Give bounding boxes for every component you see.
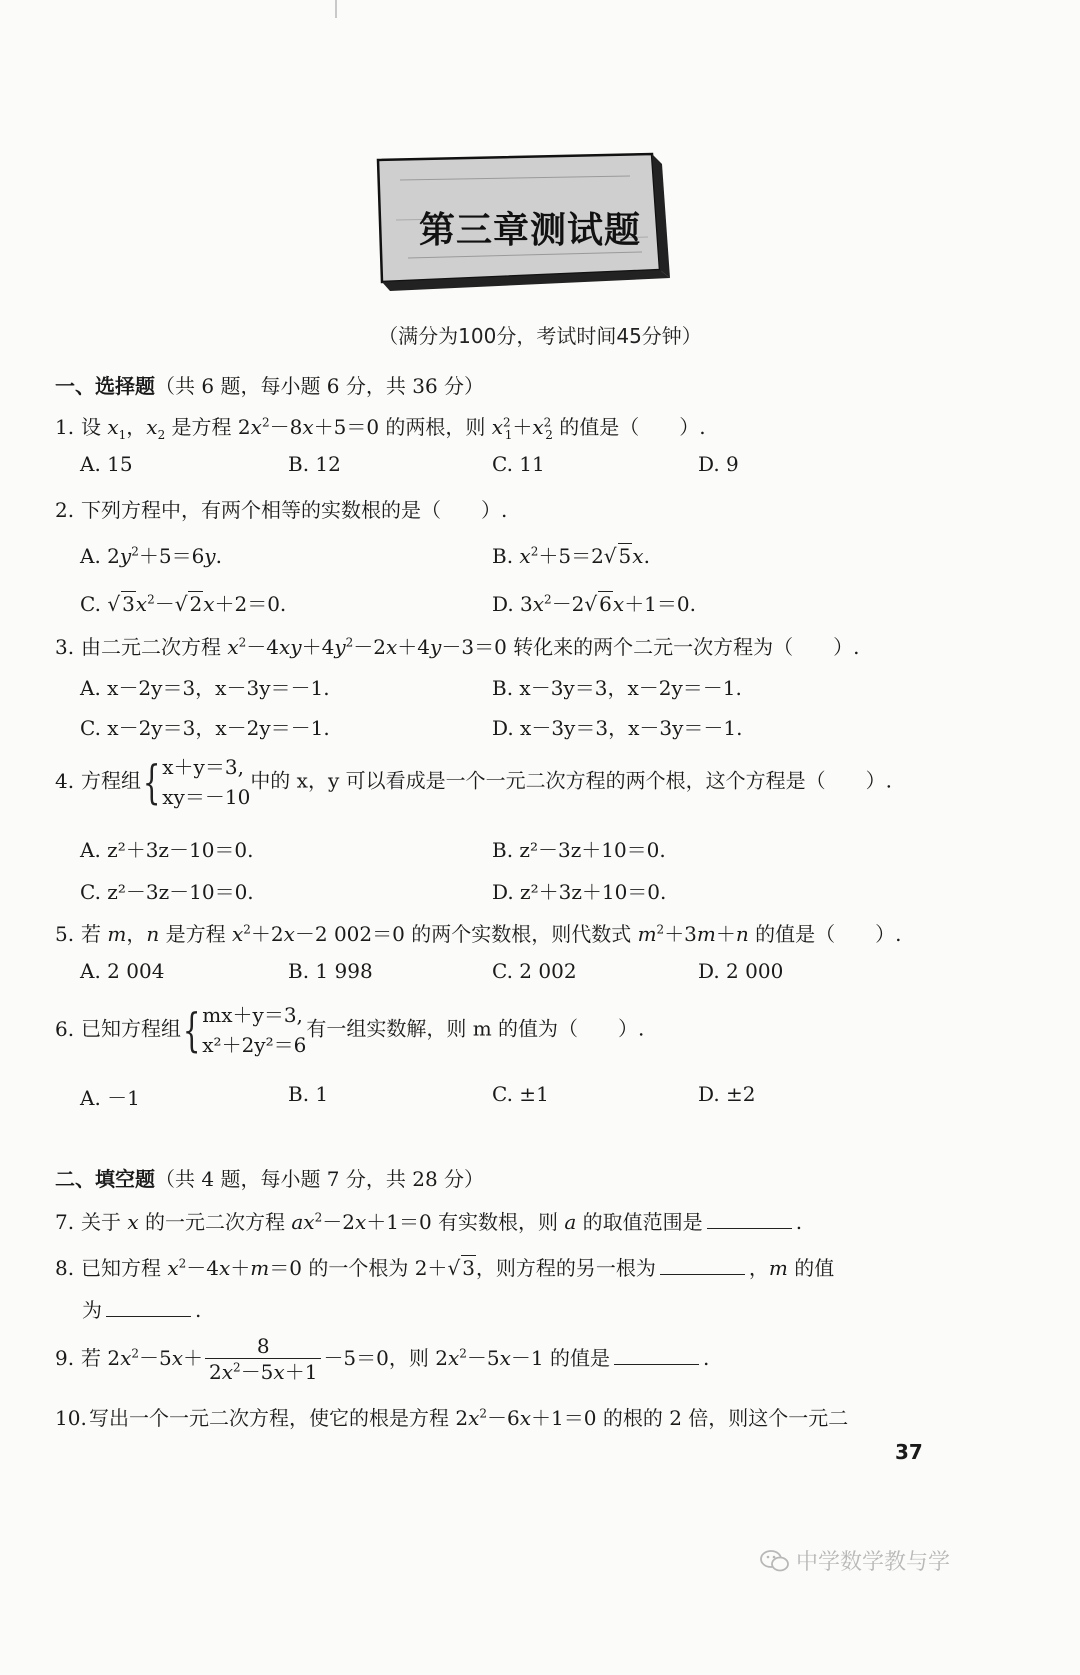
exam-subtitle: （满分为100分，考试时间45分钟）: [378, 324, 702, 348]
watermark: [760, 1545, 950, 1576]
question-1: 1. 设 $x_1$，$x_2$ 是方程 $2x^2-8x+5=0$ 的两根，则 $x^2_1+x^2_2$ 的值是（ ）.: [55, 415, 706, 442]
question-8: 8. 已知方程 $x^2-4x+m=0$ 的一个根为 2＋√ 3，则方程的另一根为 ，m 的值: [55, 1256, 835, 1280]
option-b: B. 1 998: [288, 959, 373, 983]
watermark-text: 中学数学教与学: [796, 1550, 951, 1575]
option-b: B. 1: [288, 1082, 329, 1106]
question-text-pre: 方程组: [81, 768, 141, 793]
option-a: A. 2 004: [80, 959, 165, 983]
option-c: C. 11: [492, 452, 545, 476]
option-a: A. －1: [80, 1086, 140, 1110]
option-c: C. x－2y＝3，x－2y＝－1.: [80, 716, 330, 740]
question-6: [55, 1000, 644, 1060]
answer-blank[interactable]: [614, 1364, 699, 1365]
question-text-post: 中的 x，y 可以看成是一个一元二次方程的两个根，这个方程是（ ）.: [250, 768, 892, 793]
question-number: 10.: [55, 1406, 87, 1430]
option-c: C. ±1: [492, 1082, 549, 1106]
question-2: [55, 494, 507, 523]
option-a: A. $2y^2+5=6y$.: [80, 544, 222, 568]
question-number: 3.: [55, 635, 75, 659]
fraction: $\frac{8}{2x^2-5x+1}$: [205, 1334, 321, 1385]
question-8-continued: 为 .: [82, 1298, 202, 1322]
question-7: 7. 关于 x 的一元二次方程 $ax^2-2x+1=0$ 有实数根，则 a 的取值范围是 .: [55, 1210, 803, 1234]
question-5: 5. 若 m，n 是方程 $x^2+2x-2$ 002＝0 的两个实数根，则代数式 $m^2+3m+n$ 的值是（ ）.: [55, 922, 902, 946]
option-d: D. z²＋3z＋10＝0.: [492, 880, 667, 904]
system-line-2: xy＝－10: [162, 785, 251, 809]
question-3: 3. 由二元二次方程 $x^2-4xy+4y^2-2x+4y-3=0$ 转化来的两个二元一次方程为（ ）.: [55, 635, 860, 659]
option-b: B. 12: [288, 452, 341, 476]
question-4: [55, 752, 892, 812]
question-number: 8.: [55, 1256, 75, 1280]
wechat-icon: [760, 1549, 790, 1573]
question-number: 2.: [55, 498, 75, 522]
option-c: C. 2 002: [492, 959, 577, 983]
option-a: A. 15: [80, 452, 133, 476]
option-a: A. x－2y＝3，x－3y＝－1.: [80, 676, 330, 700]
question-text-pre: 已知方程组: [81, 1016, 181, 1041]
option-d: D. $3x^2-2√$ 6x＋1＝0.: [492, 592, 696, 616]
section-title: 二、填空题: [55, 1167, 155, 1191]
option-b: B. $x^2+5=2√$ 5x.: [492, 544, 650, 568]
section-title: 一、选择题: [55, 374, 155, 398]
answer-blank[interactable]: [707, 1228, 792, 1229]
chapter-title-plaque: [360, 150, 700, 300]
question-number: 6.: [55, 1016, 75, 1041]
page-number: 37: [895, 1440, 923, 1464]
question-text: 下列方程中，有两个相等的实数根的是（ ）.: [81, 498, 508, 522]
option-c: C. √ $3x^2-√$ 2x＋2＝0.: [80, 592, 287, 616]
question-9: 9. 若 $2x^2-5x+$ $\frac{8}{2x^2-5x+1}$ －5＝0，则 $2x^2-5x-1$ 的值是 .: [55, 1334, 710, 1384]
system-line-1: mx＋y＝3,: [202, 1003, 303, 1027]
option-d: D. x－3y＝3，x－3y＝－1.: [492, 716, 743, 740]
section-info: （共 6 题，每小题 6 分，共 36 分）: [155, 374, 485, 398]
system-line-1: x＋y＝3,: [162, 755, 244, 779]
question-number: 7.: [55, 1210, 75, 1234]
option-d: D. 2 000: [698, 959, 784, 983]
question-number: 5.: [55, 922, 75, 946]
chapter-title: 第三章测试题: [418, 210, 641, 251]
question-number: 4.: [55, 768, 75, 793]
question-number: 1.: [55, 415, 75, 439]
scan-mark: [335, 0, 337, 18]
option-a: A. z²＋3z－10＝0.: [80, 838, 254, 862]
section-heading-choice: [55, 370, 484, 399]
answer-blank[interactable]: [106, 1316, 191, 1317]
question-number: 9.: [55, 1346, 75, 1370]
answer-blank[interactable]: [660, 1274, 745, 1275]
section-heading-fill: [55, 1163, 484, 1192]
equation-system: { x＋y＝3, xy＝－10: [141, 752, 250, 812]
option-b: B. z²－3z＋10＝0.: [492, 838, 666, 862]
section-info: （共 4 题，每小题 7 分，共 28 分）: [155, 1167, 485, 1191]
question-text-post: 有一组实数解，则 m 的值为（ ）.: [306, 1016, 645, 1041]
option-b: B. x－3y＝3，x－2y＝－1.: [492, 676, 742, 700]
option-c: C. z²－3z－10＝0.: [80, 880, 254, 904]
option-d: D. 9: [698, 452, 739, 476]
option-d: D. ±2: [698, 1082, 756, 1106]
system-line-2: x²＋2y²＝6: [202, 1033, 307, 1057]
equation-system: { mx＋y＝3, x²＋2y²＝6: [181, 1000, 306, 1060]
question-10: 10. 写出一个一元二次方程，使它的根是方程 $2x^2-6x+1=0$ 的根的 2 倍，则这个一元二: [55, 1406, 849, 1430]
